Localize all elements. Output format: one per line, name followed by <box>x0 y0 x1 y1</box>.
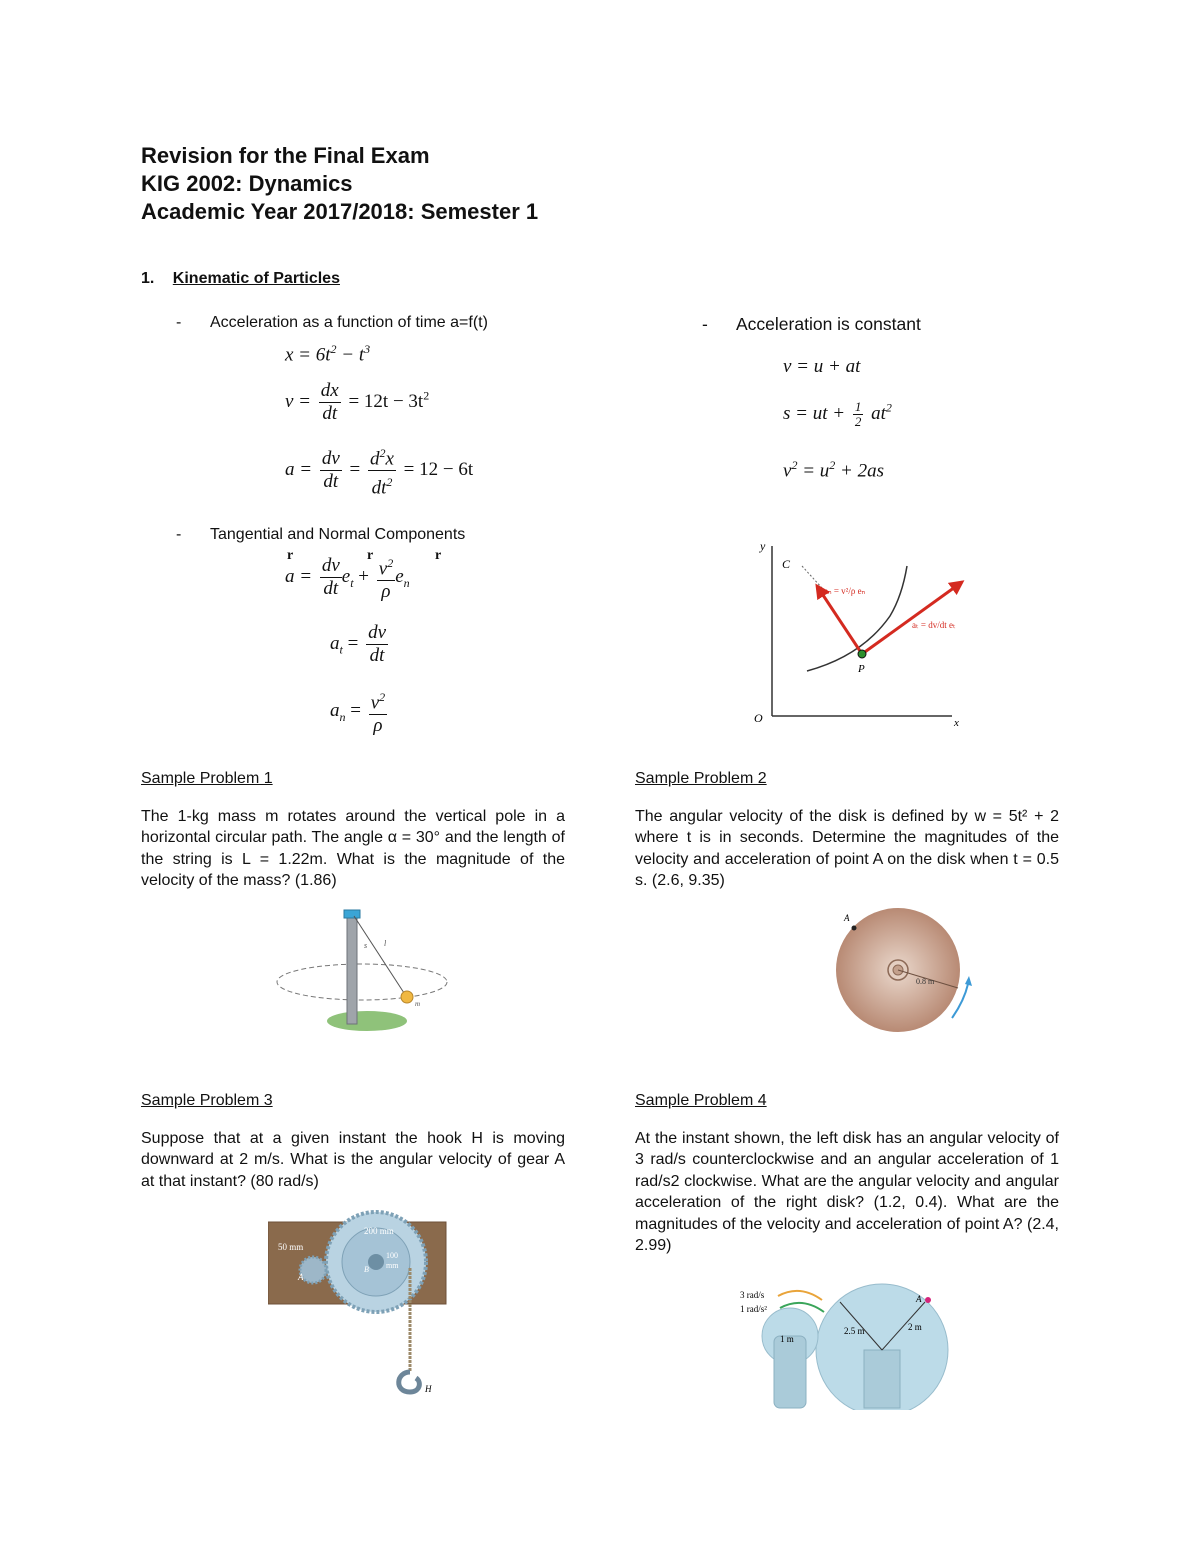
sample-problem-1 <box>141 768 565 892</box>
big-gear-label: 200 mm <box>364 1226 394 1236</box>
angular-accel-label: 1 rad/s² <box>740 1304 767 1314</box>
left-support <box>774 1336 806 1408</box>
y-axis-label: y <box>760 539 766 553</box>
a-label: A <box>298 1272 304 1282</box>
big-radius-label: 2.5 m <box>844 1326 865 1336</box>
tn-diagram <box>752 536 972 728</box>
circular-path <box>277 964 447 1000</box>
problem-title: Sample Problem 1 <box>141 770 273 787</box>
tangent-arrow <box>862 582 962 654</box>
left-radius-label: 1 m <box>780 1334 794 1344</box>
problem-title: Sample Problem 4 <box>635 1092 767 1109</box>
vertical-pole <box>347 914 357 1024</box>
b-label: B <box>364 1265 369 1274</box>
bullet-dash: - <box>702 314 708 334</box>
sample-problem-2 <box>635 768 1059 892</box>
bullet-tangential-normal <box>176 526 576 546</box>
point-a <box>925 1297 931 1303</box>
l-label: l <box>384 939 387 948</box>
bullet-dash: - <box>176 314 182 331</box>
eq-velocity: v = $\frac{dx}{dt}$ = $12t - 3t^2$ <box>285 380 430 424</box>
right-support <box>864 1350 900 1408</box>
course-line: KIG 2002: Dynamics <box>141 171 353 196</box>
small-radius-label: 2 m <box>908 1322 922 1332</box>
pole-cap <box>344 910 360 918</box>
hook <box>399 1372 420 1392</box>
normal-arrow <box>817 586 862 654</box>
m-label: m <box>415 1000 421 1008</box>
bullet-label: Tangential and Normal Components <box>210 526 466 543</box>
section-number: 1. <box>141 270 155 287</box>
x-axis-label: x <box>954 717 959 728</box>
radius-label: 0.8 m <box>916 977 935 986</box>
normal-label: aₙ = v²/ρ eₙ <box>824 586 866 596</box>
section-title: Kinematic of Particles <box>172 270 340 287</box>
s-label: s <box>364 941 368 950</box>
problem-body: At the instant shown, the left disk has an angular velocity of 3 rad/s counterclockwise and an angular acceleration of 1 rad/s2 clockwise. What are the angular velocity and angular acceleration of the right disk? (1.2, 0.4). What are the magnitudes of the velocity and acceleration of point A? (2.4, 2.99) <box>635 1129 1059 1254</box>
bullet-accel-constant <box>702 314 1102 336</box>
h-label: H <box>425 1384 432 1394</box>
gear-a <box>300 1257 326 1283</box>
eq-tangential: $a_t$ = $\frac{dv}{dt}$ <box>330 622 386 666</box>
a-label: A <box>844 913 850 923</box>
origin-label: O <box>754 711 763 725</box>
figure-two-disks <box>730 1280 950 1410</box>
a-label: A <box>916 1294 922 1304</box>
path-curve <box>807 566 907 671</box>
string <box>354 916 406 996</box>
center-line <box>802 566 822 588</box>
eq-const-displacement: s = ut + $\frac{1}{2}$ $at^2$ <box>783 399 892 429</box>
document-header <box>141 142 538 226</box>
point-p <box>858 650 866 658</box>
problem-title: Sample Problem 2 <box>635 770 767 787</box>
inner-radius-unit: mm <box>386 1261 399 1270</box>
sample-problem-3 <box>141 1090 565 1192</box>
section-heading <box>141 270 340 288</box>
sample-problem-4 <box>635 1090 1059 1257</box>
ground-patch <box>327 1011 407 1031</box>
c-label: C <box>782 557 791 571</box>
problem-body: Suppose that at a given instant the hook H is moving downward at 2 m/s. What is the angular velocity of gear A at that instant? (80 rad/s) <box>141 1129 565 1190</box>
angular-velocity-label: 3 rad/s <box>740 1290 765 1300</box>
small-gear-label: 50 mm <box>278 1242 304 1252</box>
bullet-accel-function <box>176 314 576 334</box>
eq-normal: $a_n$ = $\frac{v^2}{\rho}$ <box>330 686 390 737</box>
bullet-label: Acceleration is constant <box>736 314 921 334</box>
bullet-dash: - <box>176 526 182 543</box>
gear-b-hub <box>368 1254 384 1270</box>
figure-conical-pendulum <box>272 904 462 1034</box>
mass <box>401 991 413 1003</box>
p-label: P <box>858 663 865 675</box>
eq-tn-vector: r r r a = $\frac{dv}{dt}$ $e_t$ + $\frac{v^2}{\rho}$ $e_n$ <box>285 548 442 603</box>
point-a <box>852 926 857 931</box>
tangent-label: aₜ = dv/dt eₜ <box>912 620 956 630</box>
problem-title: Sample Problem 3 <box>141 1092 273 1109</box>
bullet-label: Acceleration as a function of time a=f(t) <box>210 314 488 331</box>
problem-body: The 1-kg mass m rotates around the vertical pole in a horizontal circular path. The angle α = 30° and the length of the string is L = 1.22m. What is the magnitude of the velocity of the mass? (1.86) <box>141 807 565 889</box>
figure-rotating-disk <box>830 906 980 1034</box>
eq-const-velocity-squared: $v^2 = u^2 + 2as$ <box>783 458 884 482</box>
rotation-arrowhead <box>965 976 972 986</box>
inner-radius-label: 100 <box>386 1251 398 1260</box>
title-line: Revision for the Final Exam <box>141 143 430 168</box>
figure-gear-hook <box>268 1210 448 1400</box>
eq-const-velocity: v = u + at <box>783 356 861 377</box>
eq-acceleration: a = $\frac{dv}{dt}$ = $\frac{d^2x}{dt^2}$ = 12 − 6t <box>285 442 473 500</box>
eq-position: $x = 6t^2 - t^3$ <box>285 342 371 366</box>
semester-line: Academic Year 2017/2018: Semester 1 <box>141 199 539 224</box>
ccw-arrow <box>778 1291 822 1300</box>
problem-body: The angular velocity of the disk is defined by w = 5t² + 2 where t is in seconds. Determine the magnitudes of the velocity and acceleration of point A on the disk when t = 0.5 s. (2.6, 9.35) <box>635 807 1059 889</box>
